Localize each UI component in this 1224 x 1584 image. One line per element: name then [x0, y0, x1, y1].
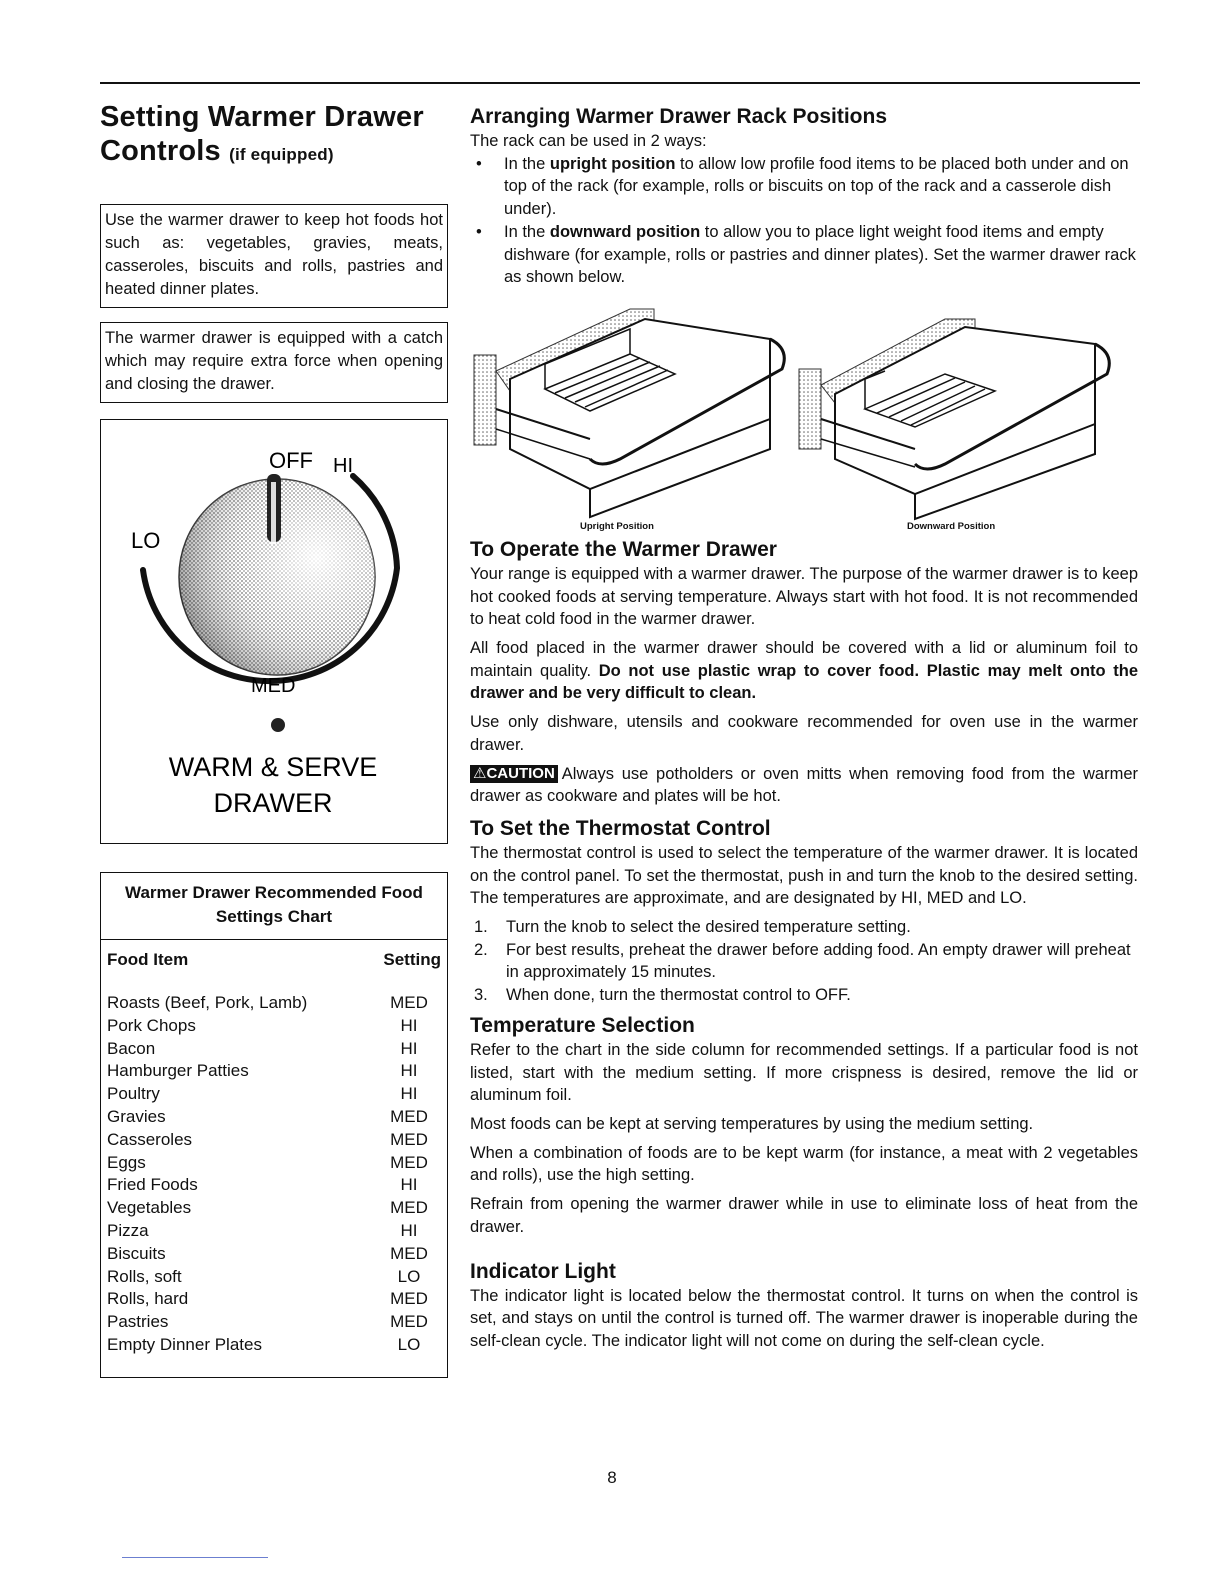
food-setting: LO [397, 1334, 421, 1354]
step-number: 1. [474, 918, 488, 937]
drawer-downward-illustration [799, 319, 1109, 519]
bottom-rule [122, 1557, 268, 1558]
temperature-p2: Most foods can be kept at serving temperatures by using the medium setting. [470, 1114, 1034, 1133]
rack-b1-post: to allow low profile food items to be placed both under and on top of the rack (for example, rolls or biscuits on top of the rack and a casserole dish under). [504, 154, 1129, 219]
title-main: Setting Warmer Drawer Controls [100, 101, 424, 167]
food-item: Biscuits [107, 1243, 166, 1263]
rack-b1-bold: upright position [549, 154, 676, 173]
food-setting: MED [390, 1289, 428, 1309]
dial-label-lo: LO [131, 528, 161, 553]
food-item: Casseroles [107, 1129, 193, 1149]
chart-row [107, 1197, 441, 1220]
dial-label-off: OFF [269, 448, 313, 473]
step-number: 3. [474, 986, 488, 1005]
list-item [470, 153, 1138, 221]
food-setting: LO [397, 1266, 421, 1286]
warmer-usage-note: Use the warmer drawer to keep hot foods hot such as: vegetables, gravies, meats, casseroles, biscuits and rolls, pastries and heated dinner plates. [100, 204, 448, 308]
list-item [470, 916, 1138, 939]
dial-caption-line2: DRAWER [213, 788, 333, 818]
food-item: Roasts (Beef, Pork, Lamb) [107, 993, 308, 1012]
food-setting: MED [390, 1312, 428, 1332]
indicator-heading: Indicator Light [470, 1259, 616, 1283]
food-setting: HI [400, 1220, 418, 1240]
food-setting: MED [390, 1243, 428, 1263]
dial-caption-line1: WARM & SERVE [168, 752, 378, 782]
right-column [470, 104, 1138, 1353]
knob-pointer-highlight [271, 482, 276, 544]
operate-p1: Your range is equipped with a warmer drawer. The purpose of the warmer drawer is to keep hot cooked foods at serving temperature. Always start with hot food. It is not recommended to heat cold food in the warmer drawer. [470, 564, 1138, 629]
chart-row [107, 1311, 441, 1334]
food-item: Poultry [107, 1084, 160, 1104]
chart-row [107, 1243, 441, 1266]
chart-row [107, 1334, 441, 1357]
chart-row [107, 1083, 441, 1106]
left-column [100, 100, 448, 1378]
chart-row [107, 1220, 441, 1243]
dial-drawing [101, 420, 446, 845]
chart-row [107, 1038, 441, 1061]
chart-row [107, 1106, 441, 1129]
chart-row [107, 1060, 441, 1083]
temperature-p1: Refer to the chart in the side column for recommended settings. If a particular food is not listed, start with the medium setting. If more crispness is desired, remove the lid or aluminum foil. [470, 1040, 1138, 1105]
food-setting: MED [390, 1152, 428, 1172]
food-item: Bacon [107, 1038, 156, 1058]
page-title [100, 100, 448, 172]
food-item: Pizza [107, 1220, 149, 1240]
temperature-heading: Temperature Selection [470, 1013, 695, 1037]
food-setting: MED [390, 993, 428, 1012]
rack-heading: Arranging Warmer Drawer Rack Positions [470, 105, 888, 128]
caption-downward: Downward Position [907, 520, 996, 532]
food-setting: MED [390, 1129, 428, 1149]
step-text: Turn the knob to select the desired temperature setting. [506, 918, 911, 937]
food-setting: HI [400, 1038, 418, 1058]
food-setting: MED [390, 1198, 428, 1218]
rack-intro: The rack can be used in 2 ways: [470, 132, 707, 150]
chart-row [107, 1129, 441, 1152]
step-number: 2. [474, 940, 488, 959]
indicator-p1: The indicator light is located below the thermostat control. It turns on when the control is set, and stays on until the control is turned off. The warmer drawer is inoperable during the self-clean cycle. The indicator light will not come on during the self-clean cycle. [470, 1286, 1138, 1350]
food-setting: HI [400, 1061, 418, 1081]
food-item: Hamburger Patties [107, 1061, 249, 1081]
chart-header-row [101, 940, 447, 978]
food-item: Fried Foods [107, 1175, 198, 1195]
list-item [470, 984, 1138, 1007]
top-rule [100, 82, 1140, 84]
chart-row [107, 1174, 441, 1197]
operate-p2-bold: Do not use plastic wrap to cover food. Plastic may melt onto the drawer and be very difficult to clean. [470, 661, 1138, 703]
food-setting: HI [400, 1015, 418, 1035]
food-item: Eggs [107, 1152, 146, 1172]
caution-badge [470, 765, 558, 783]
chart-row [107, 1288, 441, 1311]
food-item: Rolls, hard [107, 1289, 189, 1309]
dial-label-med: MED [251, 675, 296, 697]
chart-row [107, 1015, 441, 1038]
warning-triangle-icon: ⚠ [473, 764, 487, 782]
title-sub: (if equipped) [229, 145, 334, 164]
food-item: Rolls, soft [107, 1266, 182, 1286]
rack-b1-pre: In the [504, 154, 550, 173]
chart-col-food: Food Item [107, 950, 189, 969]
food-setting: HI [400, 1175, 418, 1195]
catch-note: The warmer drawer is equipped with a catch which may require extra force when opening and closing the drawer. [100, 322, 448, 403]
rack-options-list [470, 153, 1138, 289]
caution-note [470, 763, 1138, 808]
dial-label-hi: HI [333, 455, 353, 477]
operate-heading: To Operate the Warmer Drawer [470, 537, 777, 561]
food-item: Pork Chops [107, 1015, 196, 1035]
thermostat-steps [470, 916, 1138, 1007]
thermostat-p1: The thermostat control is used to select the temperature of the warmer drawer. It is located on the control panel. To set the thermostat, push in and turn the knob to the desired setting. The temperatures are approximate, and are designated by HI, MED and LO. [470, 843, 1138, 908]
food-setting: MED [390, 1106, 428, 1126]
food-item: Pastries [107, 1312, 169, 1332]
temperature-p4: Refrain from opening the warmer drawer while in use to eliminate loss of heat from the drawer. [470, 1195, 1138, 1236]
caption-upright: Upright Position [580, 520, 654, 532]
thermostat-heading: To Set the Thermostat Control [470, 816, 771, 840]
rack-b2-post: to allow you to place light weight food items and empty dishware (for example, rolls or pastries and dinner plates). Set the warmer drawer rack as shown below. [504, 222, 1136, 287]
food-item: Gravies [107, 1106, 166, 1126]
rack-drawings [470, 299, 1138, 521]
chart-title: Warmer Drawer Recommended Food Settings Chart [101, 873, 447, 940]
step-text: When done, turn the thermostat control to OFF. [506, 986, 851, 1005]
list-item [470, 939, 1138, 984]
step-text: For best results, preheat the drawer before adding food. An empty drawer will preheat in approximately 15 minutes. [506, 940, 1131, 982]
rack-b2-bold: downward position [549, 222, 701, 241]
page-number: 8 [607, 1468, 617, 1487]
rack-b2-pre: In the [504, 222, 550, 241]
chart-row [107, 1266, 441, 1289]
operate-p3: Use only dishware, utensils and cookware recommended for oven use in the warmer drawer. [470, 713, 1138, 754]
operate-p2-pre: All food placed in the warmer drawer should be covered with a lid or aluminum foil to maintain quality. [470, 639, 1138, 680]
food-setting: HI [400, 1084, 418, 1104]
chart-row [107, 992, 441, 1015]
food-item: Vegetables [107, 1198, 192, 1218]
chart-row [107, 1152, 441, 1175]
drawer-upright-illustration [474, 309, 784, 517]
list-item [470, 221, 1138, 289]
temperature-p3: When a combination of foods are to be kept warm (for instance, a meat with 2 vegetables and rolls), use the high setting. [470, 1143, 1138, 1185]
caution-label: CAUTION [486, 764, 555, 782]
caution-text: Always use potholders or oven mitts when removing food from the warmer drawer as cookware and plates will be hot. [470, 764, 1138, 806]
chart-col-setting: Setting [383, 950, 441, 969]
indicator-light-icon [271, 718, 285, 732]
food-settings-chart [100, 872, 448, 1378]
chart-rows [101, 978, 447, 1357]
food-item: Empty Dinner Plates [107, 1334, 262, 1354]
operate-p2 [470, 637, 1138, 705]
rack-positions-figure [470, 299, 1138, 531]
control-dial-figure [100, 419, 448, 844]
